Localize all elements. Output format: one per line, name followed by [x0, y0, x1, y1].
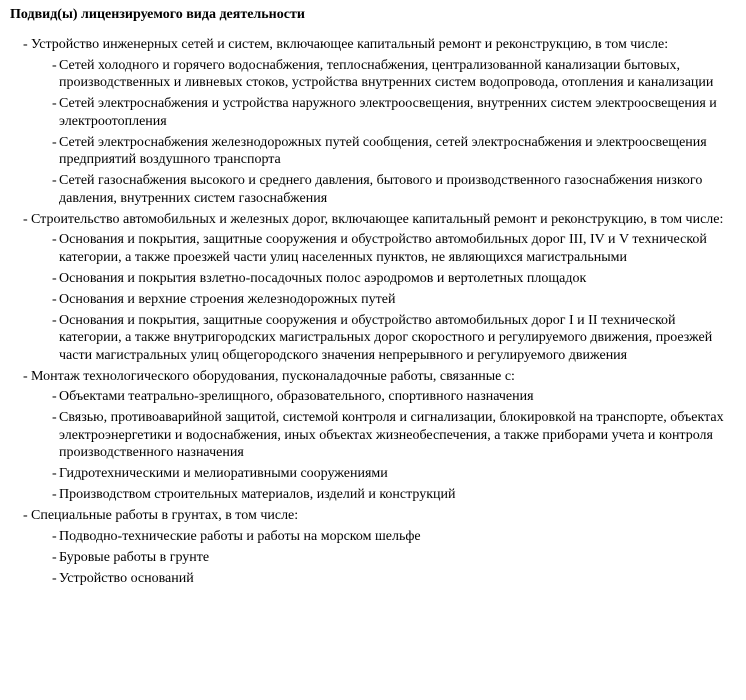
sub-list-item [31, 312, 738, 365]
sub-list-item [31, 409, 738, 462]
dash-marker: - [52, 134, 57, 150]
dash-marker: - [23, 37, 28, 52]
dash-marker: - [23, 368, 28, 384]
list-item-text: Устройство инженерных сетей и систем, включающее капитальный ремонт и реконструкцию, в том числе: [31, 37, 669, 52]
dash-marker: - [52, 270, 57, 286]
sub-list-item [31, 270, 738, 288]
list-item [10, 507, 738, 587]
dash-marker: - [52, 57, 57, 73]
sub-list [31, 57, 738, 208]
dash-marker: - [52, 312, 57, 328]
dash-marker: - [23, 211, 28, 227]
sub-list-item-text: Подводно-технические работы и работы на морском шельфе [59, 528, 421, 544]
sub-list-item [31, 231, 738, 266]
list-item [10, 36, 738, 207]
sub-list-item-text: Гидротехническими и мелиоративными сооружениями [59, 466, 388, 481]
sub-list-item-text: Производством строительных материалов, изделий и конструкций [59, 487, 456, 502]
sub-list-item-text: Основания и покрытия, защитные сооружения и обустройство автомобильных дорог III, IV и V технической категории, а также проезжей части улиц населенных пунктов, не являющихся магистральными [59, 232, 707, 265]
sub-list-item [31, 291, 738, 309]
sub-list-item-text: Основания и верхние строения железнодорожных путей [59, 291, 396, 307]
dash-marker: - [23, 508, 28, 523]
sub-list-item-text: Основания и покрытия, защитные сооружения и обустройство автомобильных дорог I и II технической категории, а также внутригородских магистральных дорог скоростного и регулируемого движения, проезжей части магистральных улиц общегородского значения непрерывного и регулируемого движения [59, 312, 713, 363]
sub-list-item [31, 528, 738, 546]
dash-marker: - [52, 410, 57, 425]
activity-list [10, 36, 738, 587]
sub-list [31, 388, 738, 504]
sub-list [31, 231, 738, 364]
sub-list-item [31, 388, 738, 406]
sub-list-item-text: Объектами театрально-зрелищного, образовательного, спортивного назначения [59, 389, 534, 404]
sub-list-item-text: Основания и покрытия взлетно-посадочных полос аэродромов и вертолетных площадок [59, 270, 587, 286]
dash-marker: - [52, 173, 57, 188]
sub-list-item [31, 486, 738, 504]
sub-list-item-text: Связью, противоаварийной защитой, системой контроля и сигнализации, блокировкой на транспорте, объектах электроэнергетики и водоснабжения, иных объектах жизнеобеспечения, а также приборами учета и контроля производственного назначения [59, 410, 724, 460]
sub-list-item [31, 134, 738, 169]
sub-list-item-text: Сетей электроснабжения и устройства наружного электроосвещения, внутренних систем электроосвещения и электроотопления [59, 96, 717, 129]
sub-list-item-text: Сетей электроснабжения железнодорожных путей сообщения, сетей электроснабжения и электроосвещения предприятий воздушного транспорта [59, 134, 707, 167]
dash-marker: - [52, 528, 57, 544]
sub-list-item-text: Сетей газоснабжения высокого и среднего давления, бытового и производственного газоснабжения низкого давления, внутренних систем газоснабжения [59, 173, 703, 206]
sub-list-item [31, 465, 738, 483]
sub-list-item-text: Буровые работы в грунте [59, 549, 210, 565]
dash-marker: - [52, 487, 57, 502]
list-item-text: Строительство автомобильных и железных дорог, включающее капитальный ремонт и реконструкцию, в том числе: [31, 211, 724, 227]
sub-list-item-text: Сетей холодного и горячего водоснабжения, теплоснабжения, централизованной канализации бытовых, производственных и ливневых стоков, устройства внутренних систем водопровода, отопления и канализации [59, 57, 714, 90]
dash-marker: - [52, 389, 57, 404]
list-item-text: Монтаж технологического оборудования, пусконаладочные работы, связанные с: [31, 368, 515, 384]
sub-list-item [31, 172, 738, 207]
document-heading: Подвид(ы) лицензируемого вида деятельности [10, 7, 305, 22]
dash-marker: - [52, 232, 57, 247]
list-item [10, 211, 738, 365]
sub-list-item [31, 570, 738, 588]
dash-marker: - [52, 96, 57, 111]
sub-list [31, 528, 738, 588]
sub-list-item-text: Устройство оснований [59, 570, 194, 586]
list-item [10, 368, 738, 504]
sub-list-item [31, 57, 738, 92]
sub-list-item [31, 549, 738, 567]
list-item-text: Специальные работы в грунтах, в том числе: [31, 508, 299, 523]
dash-marker: - [52, 291, 57, 307]
dash-marker: - [52, 549, 57, 565]
dash-marker: - [52, 466, 57, 481]
dash-marker: - [52, 570, 57, 586]
sub-list-item [31, 95, 738, 130]
